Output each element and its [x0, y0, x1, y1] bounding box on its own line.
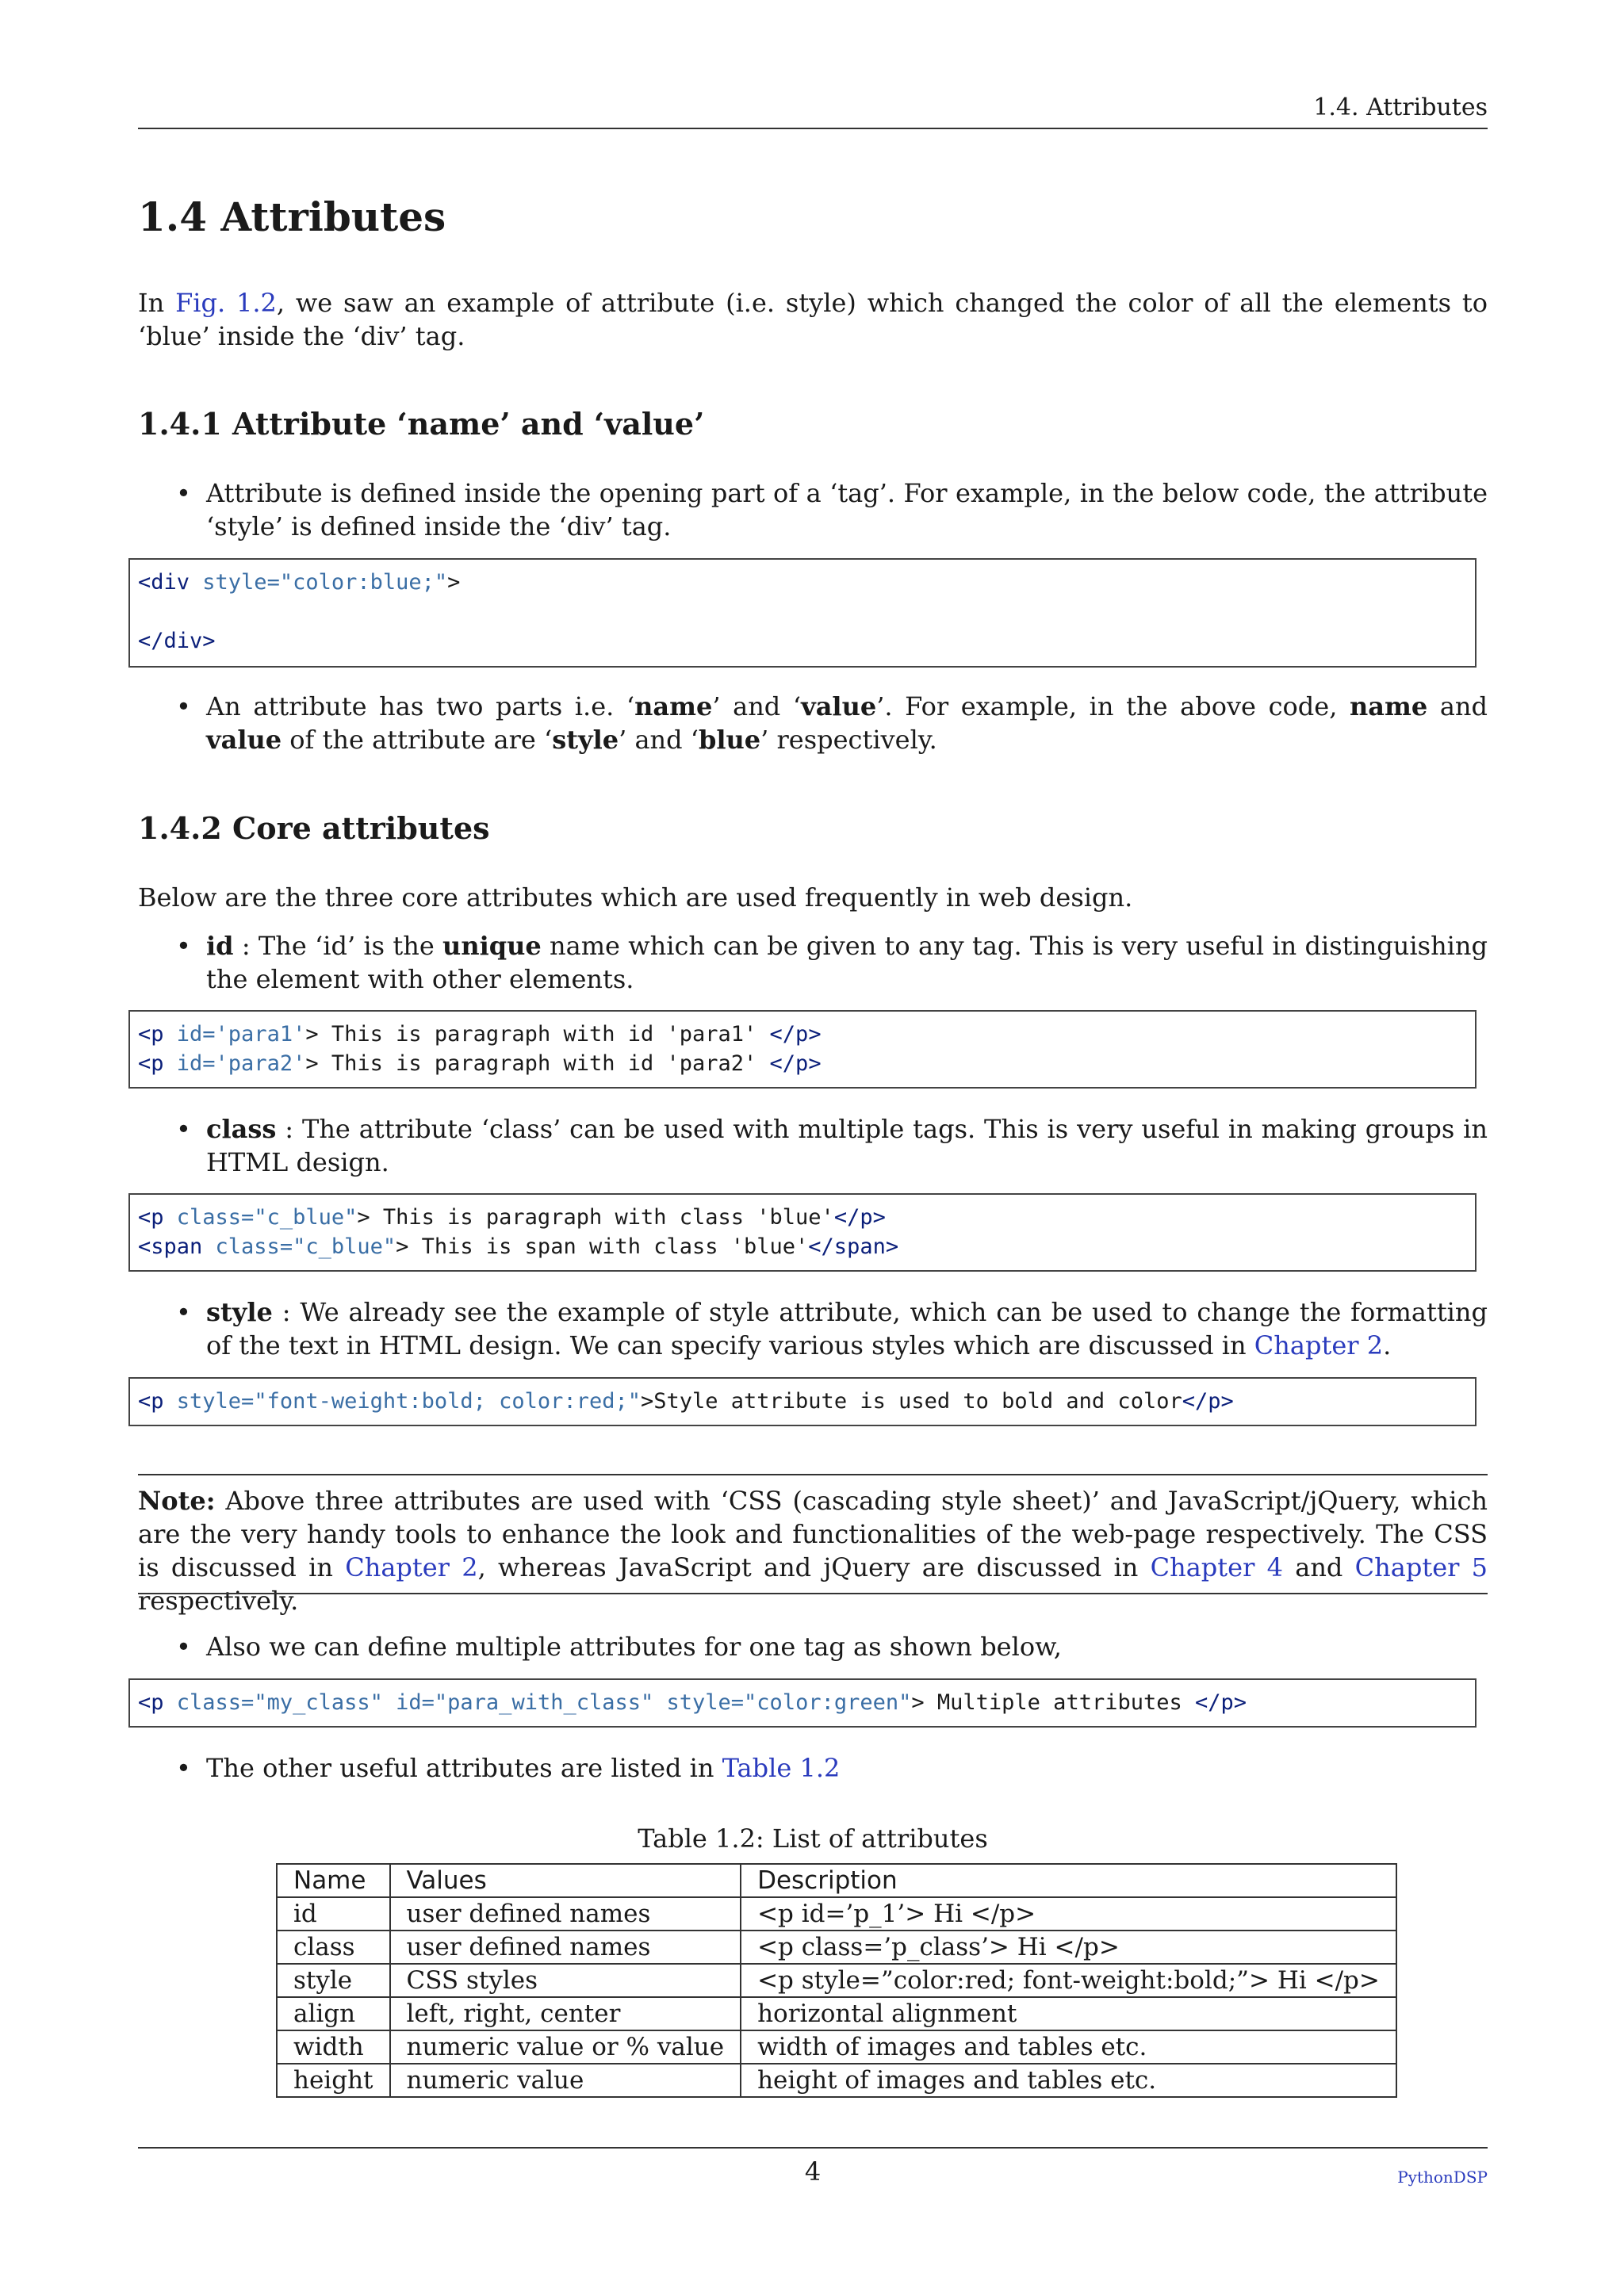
bullet-multiple-attributes: • Also we can define multiple attributes for one tag as shown below,: [206, 1630, 1488, 1663]
fig-link[interactable]: Fig. 1.2: [175, 288, 277, 318]
table-cell: <p style=”color:red; font-weight:bold;”> Hi </p>: [741, 1964, 1396, 1997]
table-header-name: Name: [277, 1864, 390, 1897]
table-header-description: Description: [741, 1864, 1396, 1897]
table-cell: horizontal alignment: [741, 1997, 1396, 2030]
table-cell: height: [277, 2064, 390, 2097]
table-cell: class: [277, 1931, 390, 1964]
core-attributes-intro: Below are the three core attributes which are used frequently in web design.: [138, 882, 1133, 913]
table-cell: width of images and tables etc.: [741, 2030, 1396, 2064]
bullet-attribute-parts: • An attribute has two parts i.e. ‘name’ and ‘value’. For example, in the above code, name and value of the attribute are ‘style’ and ‘blue’ respectively.: [206, 690, 1488, 756]
running-header: 1.4. Attributes: [1313, 94, 1488, 121]
table-cell: width: [277, 2030, 390, 2064]
table-cell: align: [277, 1997, 390, 2030]
table-cell: CSS styles: [390, 1964, 741, 1997]
table-cell: <p id=’p_1’> Hi </p>: [741, 1897, 1396, 1931]
table-row: [277, 2064, 1396, 2097]
chapter-2-link[interactable]: Chapter 2: [1254, 1330, 1384, 1360]
bullet-attribute-defined: • Attribute is defined inside the opening part of a ‘tag’. For example, in the below code, the attribute ‘style’ is defined inside the ‘div’ tag.: [206, 476, 1488, 543]
table-row: [277, 1964, 1396, 1997]
code-block-style: <p style="font-weight:bold; color:red;">Style attribute is used to bold and color</p>: [128, 1377, 1477, 1426]
attributes-table: [276, 1863, 1397, 2098]
footer-rule: [138, 2147, 1488, 2149]
bullet-style: • style : We already see the example of style attribute, which can be used to change the formatting of the text in HTML design. We can specify various styles which are discussed in Chapter 2.: [206, 1295, 1488, 1362]
table-cell: style: [277, 1964, 390, 1997]
table-row: [277, 1931, 1396, 1964]
note-chapter-4-link[interactable]: Chapter 4: [1150, 1552, 1283, 1582]
bullet-other-attributes: • The other useful attributes are listed in Table 1.2: [206, 1751, 1488, 1785]
note-chapter-2-link[interactable]: Chapter 2: [345, 1552, 478, 1582]
subsection-title-2: 1.4.2 Core attributes: [138, 810, 490, 846]
table-cell: user defined names: [390, 1931, 741, 1964]
page-number: 4: [804, 2156, 822, 2187]
table-cell: numeric value: [390, 2064, 741, 2097]
table-cell: height of images and tables etc.: [741, 2064, 1396, 2097]
table-cell: user defined names: [390, 1897, 741, 1931]
table-header-row: [277, 1864, 1396, 1897]
note-box: Note: Above three attributes are used with ‘CSS (cascading style sheet)’ and JavaScript/jQuery, which are the very handy tools to enhance the look and functionalities of the web-page respectively. The CSS is discussed in Chapter 2, whereas JavaScript and jQuery are discussed in Chapter 4 and Chapter 5 respectively.: [138, 1486, 1488, 1616]
subsection-title-1: 1.4.1 Attribute ‘name’ and ‘value’: [138, 406, 705, 442]
note-bottom-rule: [138, 1593, 1488, 1594]
code-block-div: <div style="color:blue;"> </div>: [128, 558, 1477, 668]
code-block-id: <p id='para1'> This is paragraph with id 'para1' </p> <p id='para2'> This is paragraph with id 'para2' </p>: [128, 1010, 1477, 1089]
table-row: [277, 1897, 1396, 1931]
code-block-multiple: <p class="my_class" id="para_with_class" style="color:green"> Multiple attributes </p>: [128, 1678, 1477, 1728]
table-cell: id: [277, 1897, 390, 1931]
section-title: 1.4 Attributes: [138, 193, 446, 240]
code-block-class: <p class="c_blue"> This is paragraph with class 'blue'</p> <span class="c_blue"> This is span with class 'blue'</span>: [128, 1193, 1477, 1272]
header-rule: [138, 128, 1488, 129]
table-cell: left, right, center: [390, 1997, 741, 2030]
table-cell: numeric value or % value: [390, 2030, 741, 2064]
table-row: [277, 1997, 1396, 2030]
table-row: [277, 2030, 1396, 2064]
table-caption: Table 1.2: List of attributes: [638, 1823, 988, 1854]
note-chapter-5-link[interactable]: Chapter 5: [1354, 1552, 1488, 1582]
table-header-values: Values: [390, 1864, 741, 1897]
brand-label: PythonDSP: [1397, 2168, 1488, 2187]
note-top-rule: [138, 1474, 1488, 1475]
bullet-class: • class : The attribute ‘class’ can be used with multiple tags. This is very useful in making groups in HTML design.: [206, 1112, 1488, 1179]
table-1-2-link[interactable]: Table 1.2: [722, 1753, 841, 1783]
section-intro: In Fig. 1.2, we saw an example of attribute (i.e. style) which changed the color of all the elements to ‘blue’ inside the ‘div’ tag.: [138, 288, 1488, 351]
table-cell: <p class=’p_class’> Hi </p>: [741, 1931, 1396, 1964]
bullet-id: • id : The ‘id’ is the unique name which can be given to any tag. This is very useful in distinguishing the element with other elements.: [206, 929, 1488, 996]
